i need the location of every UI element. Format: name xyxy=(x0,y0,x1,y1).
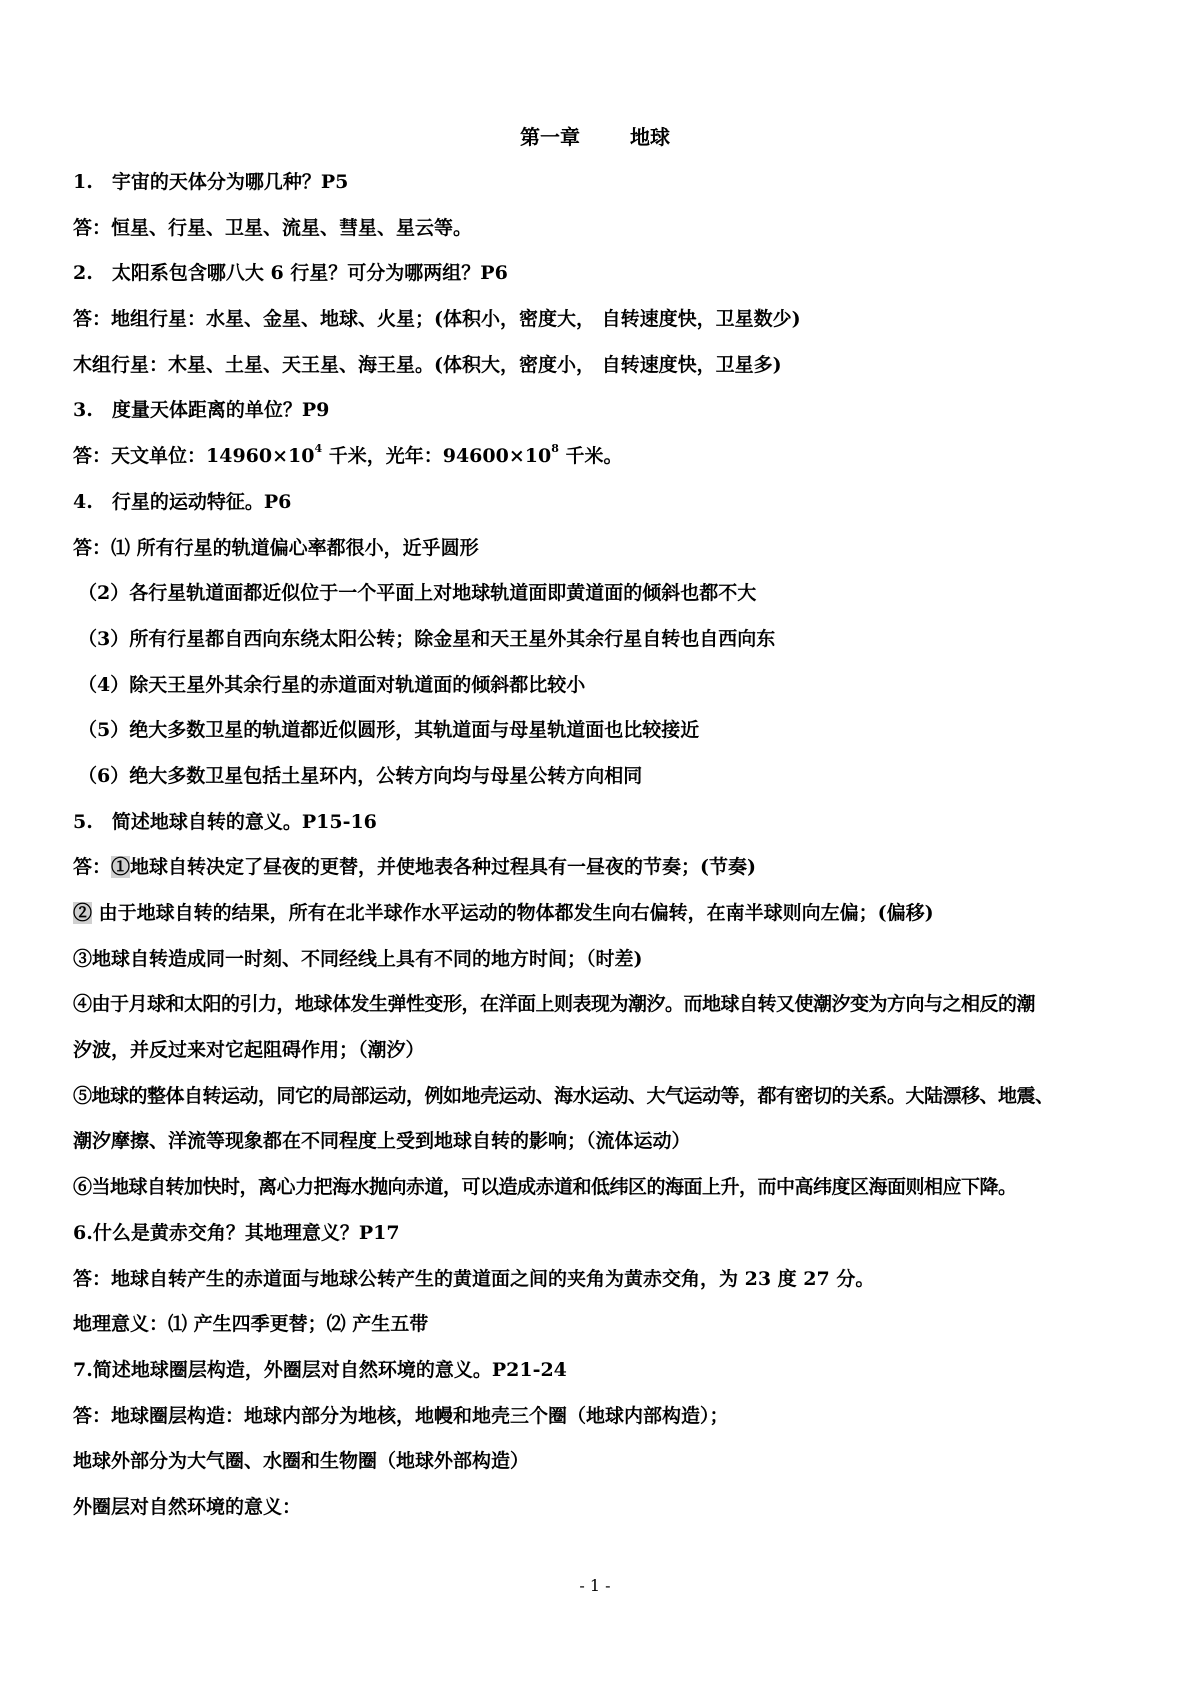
question-1: 1. 宇宙的天体分为哪几种？P5 xyxy=(73,171,349,193)
answer-3-middle: 千米，光年：94600×10 xyxy=(322,445,552,468)
answer-2-line-1: 答：地组行星：水星、金星、地球、火星；(体积小，密度大， 自转速度快，卫星数少) xyxy=(73,308,801,331)
answer-4-item-1: 答：⑴ 所有行星的轨道偏心率都很小，近乎圆形 xyxy=(73,536,479,559)
chapter-label: 第一章 xyxy=(520,125,580,149)
answer-1: 答：恒星、行星、卫星、流星、彗星、星云等。 xyxy=(73,216,473,239)
answer-5-point-5-line-1: ⑤地球的整体自转运动，同它的局部运动，例如地壳运动、海水运动、大气运动等，都有密切的关系。大陆漂移、地震、 xyxy=(73,1084,1054,1107)
question-5: 5. 简述地球自转的意义。P15-16 xyxy=(73,810,377,833)
answer-2-line-2: 木组行星：木星、土星、天王星、海王星。(体积大，密度小， 自转速度快，卫星多) xyxy=(73,353,782,376)
document-body xyxy=(73,160,1133,1531)
answer-3-suffix: 千米。 xyxy=(558,445,623,468)
answer-5-text-1: 地球自转决定了昼夜的更替，并使地表各种过程具有一昼夜的节奏；(节奏) xyxy=(130,856,757,879)
answer-3-exponent-2: 8 xyxy=(551,442,559,456)
page-number: - 1 - xyxy=(579,1576,611,1595)
question-6: 6.什么是黄赤交角？其地理意义？P17 xyxy=(73,1221,400,1244)
answer-3 xyxy=(73,434,1133,480)
answer-6: 答：地球自转产生的赤道面与地球公转产生的黄道面之间的夹角为黄赤交角，为 23 度 27 分。 xyxy=(73,1267,875,1290)
answer-7-line-3: 外圈层对自然环境的意义： xyxy=(73,1495,302,1518)
answer-4-item-4: （4）除天王星外其余行星的赤道面对轨道面的倾斜都比较小 xyxy=(78,673,586,696)
answer-5-prefix: 答： xyxy=(73,856,112,879)
answer-5-point-2 xyxy=(73,891,1133,937)
answer-4-item-5: （5）绝大多数卫星的轨道都近似圆形，其轨道面与母星轨道面也比较接近 xyxy=(78,719,700,742)
answer-5-point-6: ⑥当地球自转加快时，离心力把海水抛向赤道，可以造成赤道和低纬区的海面上升，而中高纬度区海面则相应下降。 xyxy=(73,1176,1017,1199)
answer-5-point-3: ③地球自转造成同一时刻、不同经线上具有不同的地方时间；（时差) xyxy=(73,947,643,970)
answer-5-point-1 xyxy=(73,845,1133,891)
chapter-name: 地球 xyxy=(630,125,670,149)
question-4: 4. 行星的运动特征。P6 xyxy=(73,490,292,513)
answer-4-item-2: （2）各行星轨道面都近似位于一个平面上对地球轨道面即黄道面的倾斜也都不大 xyxy=(78,582,757,605)
question-7: 7.简述地球圈层构造，外圈层对自然环境的意义。P21-24 xyxy=(73,1358,567,1381)
question-2: 2. 太阳系包含哪八大 6 行星？可分为哪两组？P6 xyxy=(73,262,508,285)
answer-5-point-5-line-2: 潮汐摩擦、洋流等现象都在不同程度上受到地球自转的影响；（流体运动） xyxy=(73,1130,691,1153)
answer-3-prefix: 答：天文单位：14960×10 xyxy=(73,445,315,468)
answer-6-meaning: 地理意义：⑴ 产生四季更替；⑵ 产生五带 xyxy=(73,1313,429,1336)
question-3: 3. 度量天体距离的单位？P9 xyxy=(73,399,330,422)
answer-3-exponent-1: 4 xyxy=(314,442,323,456)
answer-4-item-3: （3）所有行星都自西向东绕太阳公转；除金星和天王星外其余行星自转也自西向东 xyxy=(78,627,776,650)
answer-5-point-4-line-1: ④由于月球和太阳的引力，地球体发生弹性变形，在洋面上则表现为潮汐。而地球自转又使潮汐变为方向与之相反的潮 xyxy=(73,993,1036,1016)
answer-5-text-2: 由于地球自转的结果，所有在北半球作水平运动的物体都发生向右偏转，在南半球则向左偏；(偏移) xyxy=(92,902,934,924)
answer-5-marker-1: ① xyxy=(111,856,131,879)
answer-7-line-2: 地球外部分为大气圈、水圈和生物圈（地球外部构造） xyxy=(73,1450,530,1473)
chapter-title xyxy=(0,122,1190,152)
answer-5-point-4-line-2: 汐波，并反过来对它起阻碍作用；（潮汐） xyxy=(73,1039,425,1062)
answer-5-marker-2: ② xyxy=(73,902,93,924)
answer-4-item-6: （6）绝大多数卫星包括土星环内，公转方向均与母星公转方向相同 xyxy=(78,764,643,787)
answer-7-line-1: 答：地球圈层构造：地球内部分为地核，地幔和地壳三个圈（地球内部构造）； xyxy=(73,1404,729,1427)
